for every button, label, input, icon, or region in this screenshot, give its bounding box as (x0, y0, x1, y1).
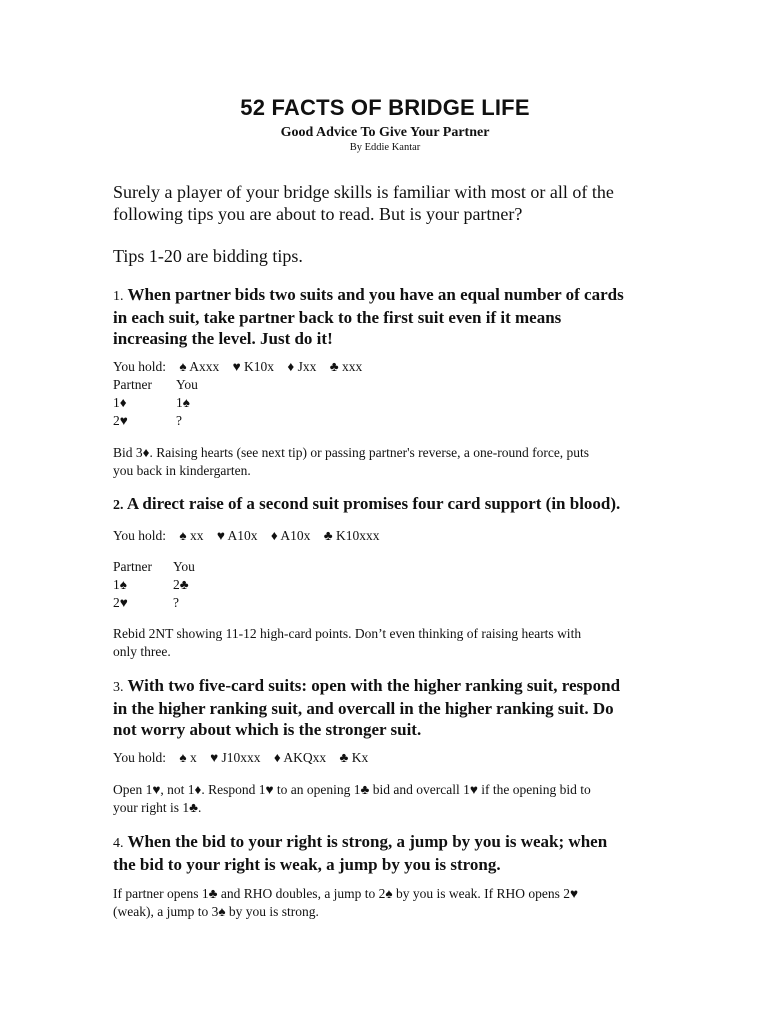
tip-4-advice (113, 885, 673, 921)
intro-paragraph (113, 181, 673, 225)
tip-1-advice (113, 444, 673, 480)
advice-line: If partner opens 1♣ and RHO doubles, a jump to 2♠ by you is weak. If RHO opens 2♥ (113, 886, 578, 901)
tip-number: 3. (113, 680, 124, 695)
advice-line: Open 1♥, not 1♦. Respond 1♥ to an opening 1♣ bid and overcall 1♥ if the opening bid to (113, 782, 591, 797)
auction-bid: ? (176, 413, 182, 428)
diamond-holding: ♦ AKQxx (273, 750, 327, 765)
tip-1-hand (113, 358, 673, 376)
advice-line: your right is 1♣. (113, 800, 202, 815)
auction-header-you: You (173, 559, 195, 574)
heart-holding: ♥ J10xxx (210, 750, 261, 765)
tip-heading-line: 2. A direct raise of a second suit promises four card support (in blood). (113, 494, 621, 513)
heart-holding: ♥ A10x (216, 528, 258, 543)
auction-header-partner: Partner (113, 559, 152, 574)
section-note: Tips 1-20 are bidding tips. (113, 246, 303, 266)
spade-holding: ♠ x (179, 750, 197, 765)
advice-line: you back in kindergarten. (113, 463, 251, 478)
hold-label: You hold: (113, 528, 167, 543)
spade-holding: ♠ xx (179, 528, 204, 543)
advice-line: (weak), a jump to 3♠ by you is strong. (113, 904, 319, 919)
tip-3-heading (113, 675, 673, 740)
club-holding: ♣ xxx (329, 359, 363, 374)
diamond-holding: ♦ Jxx (287, 359, 317, 374)
auction-bid: 2♣ (173, 577, 189, 592)
auction-bid: ? (173, 595, 179, 610)
advice-line: only three. (113, 644, 171, 659)
tip-2-auction (113, 558, 233, 612)
tip-heading-line: 3. With two five-card suits: open with the higher ranking suit, respond (113, 676, 621, 695)
advice-line: Rebid 2NT showing 11-12 high-card points. Don’t even thinking of raising hearts with (113, 626, 582, 641)
hold-label: You hold: (113, 359, 167, 374)
tip-heading-line: increasing the level. Just do it! (113, 329, 333, 348)
tip-heading-line: 1. When partner bids two suits and you have an equal number of cards (113, 285, 624, 304)
tip-2-advice (113, 625, 673, 661)
tip-number: 2. (113, 498, 124, 513)
tip-heading-line: the bid to your right is weak, a jump by you is strong. (113, 855, 501, 874)
page-subtitle: Good Advice To Give Your Partner (280, 125, 490, 140)
auction-bid: 2♥ (113, 595, 128, 610)
tip-number: 4. (113, 836, 124, 851)
auction-bid: 1♠ (176, 395, 190, 410)
author-byline: By Eddie Kantar (349, 142, 421, 153)
hold-label: You hold: (113, 750, 167, 765)
diamond-holding: ♦ A10x (270, 528, 311, 543)
auction-bid: 2♥ (113, 413, 128, 428)
club-holding: ♣ K10xxx (323, 528, 380, 543)
tip-heading-line: not worry about which is the stronger suit. (113, 720, 422, 739)
tip-heading-line: 4. When the bid to your right is strong, a jump by you is weak; when (113, 832, 608, 851)
auction-header-you: You (176, 377, 198, 392)
advice-line: Bid 3♦. Raising hearts (see next tip) or passing partner's reverse, a one-round force, puts (113, 445, 590, 460)
intro-line: following tips you are about to read. But is your partner? (113, 204, 523, 224)
heart-holding: ♥ K10x (232, 359, 274, 374)
auction-bid: 1♠ (113, 577, 127, 592)
auction-header-partner: Partner (113, 377, 152, 392)
auction-bid: 1♦ (113, 395, 127, 410)
spade-holding: ♠ Axxx (179, 359, 220, 374)
intro-line: Surely a player of your bridge skills is familiar with most or all of the (113, 182, 614, 202)
tip-2-heading (113, 493, 673, 516)
tip-heading-line: in each suit, take partner back to the first suit even if it means (113, 308, 562, 327)
club-holding: ♣ Kx (339, 750, 369, 765)
tip-1-auction (113, 376, 233, 430)
tip-1-heading (113, 284, 673, 349)
tip-number: 1. (113, 289, 124, 304)
page-title: 52 FACTS OF BRIDGE LIFE (240, 95, 530, 120)
tip-3-hand (113, 749, 673, 767)
tip-2-hand (113, 527, 673, 545)
tip-3-advice (113, 781, 673, 817)
tip-4-heading (113, 831, 673, 875)
tip-heading-line: in the higher ranking suit, and overcall in the higher ranking suit. Do (113, 699, 614, 718)
